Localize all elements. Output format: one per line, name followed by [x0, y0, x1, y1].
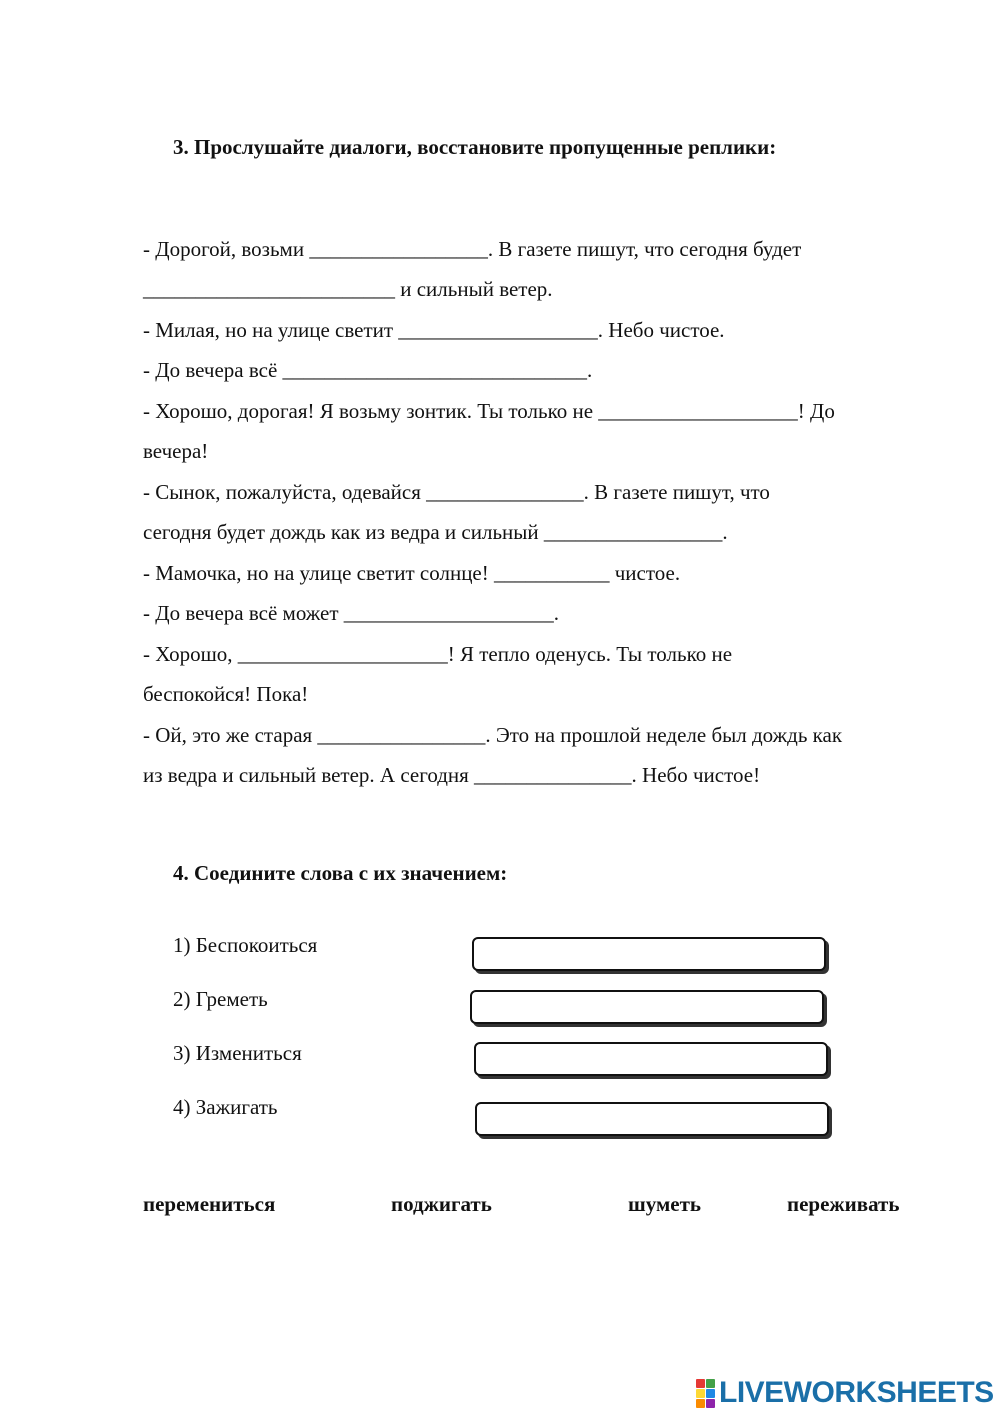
draggable-word-1[interactable]: перемениться [143, 1192, 276, 1216]
answer-box-2[interactable] [470, 990, 824, 1024]
dialogue-line: - Мамочка, но на улице светит солнце! ___________ чистое. [143, 561, 681, 585]
dialogue-line: - Милая, но на улице светит ___________________. Небо чистое. [143, 318, 725, 342]
logo-square [706, 1379, 715, 1388]
dialogue-line: - Сынок, пожалуйста, одевайся _______________. В газете пишут, что [143, 480, 770, 504]
logo-square [696, 1399, 705, 1408]
dialogue-line: - Дорогой, возьми _________________. В газете пишут, что сегодня будет [143, 237, 802, 261]
dialogue-line: - Хорошо, ____________________! Я тепло оденусь. Ты только не [143, 642, 733, 666]
match-item-1: 1) Беспокоиться [173, 933, 318, 957]
logo-squares-icon [696, 1379, 715, 1408]
match-item-3: 3) Измениться [173, 1041, 302, 1065]
logo-square [696, 1389, 705, 1398]
dialogue-line: беспокойся! Пока! [143, 682, 309, 706]
section-4-heading: 4. Соедините слова с их значением: [173, 861, 508, 885]
dialogue-line: вечера! [143, 439, 209, 463]
answer-box-4[interactable] [475, 1102, 829, 1136]
dialogue-line: сегодня будет дождь как из ведра и сильный _________________. [143, 520, 728, 544]
section-3-heading: 3. Прослушайте диалоги, восстановите пропущенные реплики: [173, 135, 777, 159]
dialogue-line: из ведра и сильный ветер. А сегодня _______________. Небо чистое! [143, 763, 761, 787]
logo-square [696, 1379, 705, 1388]
dialogue-line: - Хорошо, дорогая! Я возьму зонтик. Ты только не ___________________! До [143, 399, 835, 423]
dialogue-line: ________________________ и сильный ветер. [143, 277, 553, 301]
draggable-word-2[interactable]: поджигать [391, 1192, 492, 1216]
dialogue-line: - Ой, это же старая ________________. Это на прошлой неделе был дождь как [143, 723, 843, 747]
logo-square [706, 1389, 715, 1398]
dialogue-line: - До вечера всё может ____________________. [143, 601, 560, 625]
dialogue-line: - До вечера всё _____________________________. [143, 358, 593, 382]
liveworksheets-logo [696, 1376, 994, 1410]
match-item-4: 4) Зажигать [173, 1095, 278, 1119]
logo-text: LIVEWORKSHEETS [719, 1376, 994, 1409]
draggable-word-4[interactable]: переживать [787, 1192, 900, 1216]
logo-square [706, 1399, 715, 1408]
answer-box-3[interactable] [474, 1042, 828, 1076]
answer-box-1[interactable] [472, 937, 826, 971]
draggable-word-3[interactable]: шуметь [628, 1192, 701, 1216]
match-item-2: 2) Греметь [173, 987, 268, 1011]
